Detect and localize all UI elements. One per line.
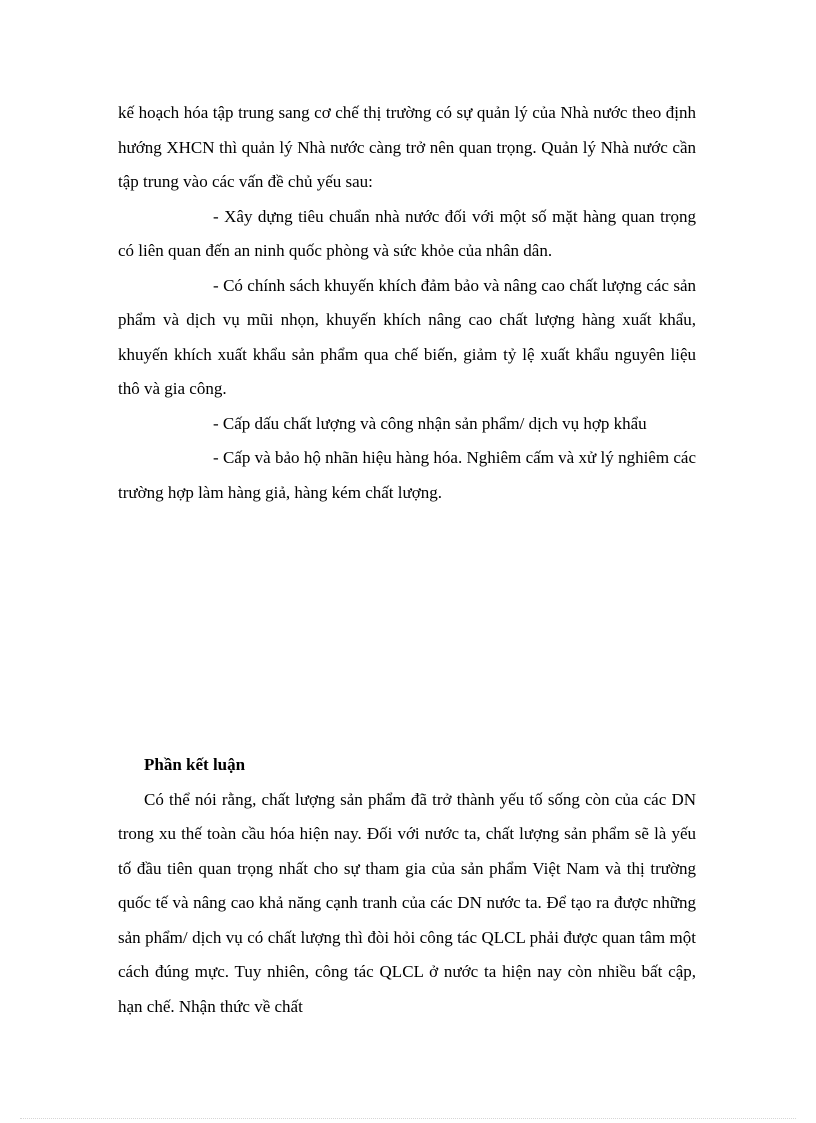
conclusion-heading: Phần kết luận	[144, 755, 246, 774]
page-bottom-divider	[20, 1118, 796, 1119]
top-section	[118, 96, 696, 510]
conclusion-section	[118, 748, 696, 1024]
bullet-quality-mark: - Cấp dấu chất lượng và công nhận sản phẩm/ dịch vụ hợp khẩu	[213, 413, 647, 433]
intro-paragraph: kế hoạch hóa tập trung sang cơ chế thị trường có sự quản lý của Nhà nước theo định hướng XHCN thì quản lý Nhà nước càng trở nên quan trọng. Quản lý Nhà nước cần tập trung vào các vấn đề chủ yếu sau:	[118, 103, 696, 191]
conclusion-paragraph: Có thể nói rằng, chất lượng sản phẩm đã trở thành yếu tố sống còn của các DN trong xu thế toàn cầu hóa hiện nay. Đối với nước ta, chất lượng sản phẩm sẽ là yếu tố đầu tiên quan trọng nhất cho sự tham gia của sản phẩm Việt Nam và thị trường quốc tế và nâng cao khả năng cạnh tranh của các DN nước ta. Để tạo ra được những sản phẩm/ dịch vụ có chất lượng thì đòi hỏi công tác QLCL phải được quan tâm một cách đúng mực. Tuy nhiên, công tác QLCL ở nước ta hiện nay còn nhiều bất cập, hạn chế. Nhận thức về chất	[118, 789, 696, 1016]
bullet-quality-policy: - Có chính sách khuyến khích đảm bảo và nâng cao chất lượng các sản phẩm và dịch vụ mũi nhọn, khuyến khích nâng cao chất lượng hàng xuất khẩu, khuyến khích xuất khẩu sản phẩm qua chế biến, giảm tỷ lệ xuất khẩu nguyên liệu thô và gia công.	[118, 275, 696, 398]
bullet-national-standards: - Xây dựng tiêu chuẩn nhà nước đối với một số mặt hàng quan trọng có liên quan đến an ninh quốc phòng và sức khỏe của nhân dân.	[118, 206, 696, 260]
bullet-trademark-protection: - Cấp và bảo hộ nhãn hiệu hàng hóa. Nghiêm cấm và xử lý nghiêm các trường hợp làm hàng giả, hàng kém chất lượng.	[118, 448, 696, 502]
